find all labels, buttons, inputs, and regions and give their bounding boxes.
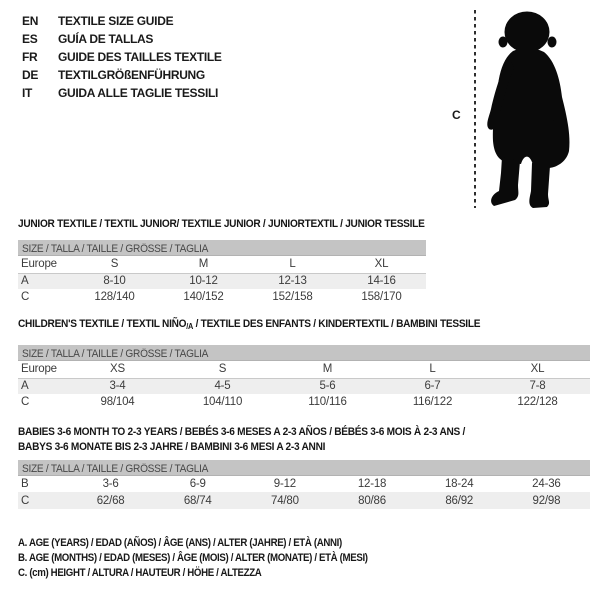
table-cell: 86/92: [445, 494, 474, 507]
table-cell: 98/104: [100, 396, 135, 408]
language-row: [22, 84, 222, 102]
table-cell: 62/68: [96, 494, 125, 507]
table-cell: 4-5: [214, 380, 231, 393]
row-label: C: [21, 494, 30, 507]
babies-size-table: [18, 476, 590, 509]
table-cell: 116/122: [412, 396, 453, 408]
baby-silhouette-icon: [481, 5, 591, 215]
babies-title-line2: BABYS 3-6 MONATE BIS 2-3 JAHRE / BAMBINI 3-6 MESI A 2-3 ANNI: [18, 441, 326, 453]
language-code: DE: [22, 68, 39, 82]
language-row: [22, 48, 222, 66]
size-header-label: SIZE / TALLA / TAILLE / GRÖSSE / TAGLIA: [22, 463, 209, 475]
language-code: EN: [22, 14, 39, 28]
table-row-europe: [18, 361, 590, 378]
junior-size-table: [18, 256, 426, 305]
size-header-label: SIZE / TALLA / TAILLE / GRÖSSE / TAGLIA: [22, 243, 209, 255]
table-cell: 12-13: [278, 275, 307, 288]
language-code: IT: [22, 86, 33, 100]
babies-table: [18, 460, 590, 509]
children-title-subscript: /A: [186, 322, 194, 331]
table-cell: M: [159, 256, 248, 273]
table-cell: S: [70, 256, 159, 273]
table-cell: 128/140: [94, 291, 135, 303]
height-measure-dashed-line: [474, 10, 476, 208]
table-cell: 158/170: [361, 291, 402, 303]
table-cell: 122/128: [517, 396, 558, 408]
table-cell: 68/74: [183, 494, 212, 507]
table-row-a: [18, 273, 426, 289]
language-row: [22, 12, 222, 30]
language-code: FR: [22, 50, 38, 64]
language-title: GUIDA ALLE TAGLIE TESSILI: [58, 86, 219, 100]
table-cell: 74/80: [271, 494, 299, 507]
row-label: A: [21, 380, 29, 393]
table-row-c: [18, 289, 426, 305]
babies-table-title: [18, 425, 465, 455]
table-cell: 152/158: [272, 291, 313, 303]
children-size-table: [18, 361, 590, 410]
language-code: ES: [22, 32, 38, 46]
language-title: GUIDE DES TAILLES TEXTILE: [58, 50, 222, 64]
children-table: [18, 345, 590, 410]
height-measure-label: C: [452, 108, 461, 122]
table-cell: 24-36: [532, 478, 561, 490]
table-cell: 104/110: [202, 396, 243, 408]
table-cell: 6-9: [189, 478, 206, 490]
size-header-bar: [18, 460, 590, 476]
row-label: C: [21, 291, 30, 303]
footnote-height-cm: C. (cm) HEIGHT / ALTURA / HAUTEUR / HÖHE / ALTEZZA: [18, 567, 262, 579]
language-title-list: [22, 12, 222, 102]
table-cell: 18-24: [444, 478, 474, 490]
row-label: Europe: [18, 361, 65, 378]
table-cell: 7-8: [529, 380, 546, 393]
table-cell: 80/86: [358, 494, 386, 507]
table-cell: 140/152: [183, 291, 224, 303]
table-cell: XL: [337, 256, 426, 273]
footnote-age-years: A. AGE (YEARS) / EDAD (AÑOS) / ÂGE (ANS) / ALTER (JAHRE) / ETÀ (ANNI): [18, 537, 342, 549]
table-cell: L: [380, 361, 485, 378]
table-cell: 6-7: [424, 380, 441, 393]
table-row-c: [18, 394, 590, 410]
language-title: TEXTILE SIZE GUIDE: [58, 14, 174, 28]
language-row: [22, 30, 222, 48]
table-row-c: [18, 492, 590, 509]
table-cell: L: [248, 256, 337, 273]
junior-table-title: JUNIOR TEXTILE / TEXTIL JUNIOR/ TEXTILE JUNIOR / JUNIORTEXTIL / JUNIOR TESSILE: [18, 218, 425, 230]
size-header-bar: [18, 240, 426, 256]
table-row-europe: [18, 256, 426, 273]
table-cell: 3-4: [109, 380, 126, 393]
babies-title-line1: BABIES 3-6 MONTH TO 2-3 YEARS / BEBÉS 3-6 MESES A 2-3 AÑOS / BÉBÉS 3-6 MOIS À 2-3 ANS /: [18, 426, 466, 438]
table-cell: 3-6: [102, 478, 119, 490]
table-cell: 8-10: [103, 275, 126, 288]
language-row: [22, 66, 222, 84]
row-label: Europe: [18, 256, 70, 273]
table-cell: S: [170, 361, 275, 378]
table-cell: 110/116: [308, 396, 347, 408]
size-header-bar: [18, 345, 590, 361]
footnote-age-months: B. AGE (MONTHS) / EDAD (MESES) / ÂGE (MOIS) / ALTER (MONATE) / ETÀ (MESI): [18, 552, 368, 564]
row-label: B: [21, 478, 29, 490]
children-title-rest: / TEXTILE DES ENFANTS / KINDERTEXTIL / BAMBINI TESSILE: [193, 318, 481, 330]
children-table-title: [18, 318, 480, 333]
junior-table: [18, 240, 426, 305]
table-cell: 14-16: [367, 275, 396, 288]
language-title: GUÍA DE TALLAS: [58, 32, 154, 46]
table-cell: 12-18: [357, 478, 387, 490]
table-row-a: [18, 378, 590, 394]
table-cell: XS: [65, 361, 170, 378]
table-row-b: [18, 476, 590, 492]
size-header-label: SIZE / TALLA / TAILLE / GRÖSSE / TAGLIA: [22, 348, 209, 360]
table-cell: 5-6: [319, 380, 336, 393]
row-label: C: [21, 396, 30, 408]
table-cell: 10-12: [189, 275, 218, 288]
table-cell: XL: [485, 361, 590, 378]
table-cell: 92/98: [532, 494, 561, 507]
language-title: TEXTILGRÖßENFÜHRUNG: [58, 68, 205, 82]
table-cell: M: [275, 361, 380, 378]
row-label: A: [21, 275, 29, 288]
table-cell: 9-12: [273, 478, 296, 490]
children-title-main: CHILDREN'S TEXTILE / TEXTIL NIÑO: [18, 318, 187, 330]
